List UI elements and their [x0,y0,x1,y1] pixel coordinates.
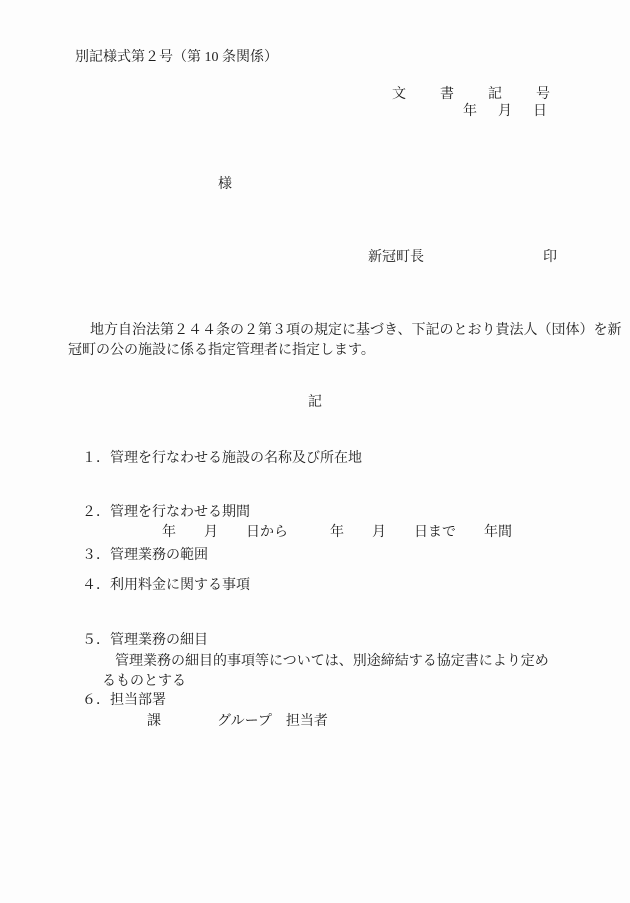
date-line: 年月日 [463,104,568,119]
body-paragraph-line-1: 地方自治法第２４４条の２第３項の規定に基づき、下記のとおり貴法人（団体）を新 [90,323,622,338]
item-2-period-fill-in-line: 年 月 日から 年 月 日まで 年間 [162,525,512,540]
item-6-staff-fill-in-line: 課 グループ 担当者 [147,714,328,729]
record-marker: 記 [308,395,322,410]
sender-title: 新冠町長 [368,250,424,265]
doc-reference-line: 文書記号 [392,87,584,102]
form-number-label: 別記様式第２号（第 10 条関係） [75,50,278,65]
item-4-usage-fees-label: ４．利用料金に関する事項 [82,578,250,593]
body-paragraph-line-2: 冠町の公の施設に係る指定管理者に指定します。 [68,343,375,358]
item-5-note-line-1: 管理業務の細目的事項等については、別途締結する協定書により定め [115,654,549,669]
item-6-department-label: ６．担当部署 [82,693,166,708]
item-5-details-label: ５．管理業務の細目 [82,633,208,648]
item-5-note-line-2: るものとする [102,674,186,689]
item-1-facility-name-label: １．管理を行なわせる施設の名称及び所在地 [82,451,362,466]
addressee-suffix: 様 [218,177,232,192]
item-2-management-period-label: ２．管理を行なわせる期間 [82,505,250,520]
item-3-scope-label: ３．管理業務の範囲 [82,548,208,563]
seal-placeholder: 印 [543,250,557,265]
